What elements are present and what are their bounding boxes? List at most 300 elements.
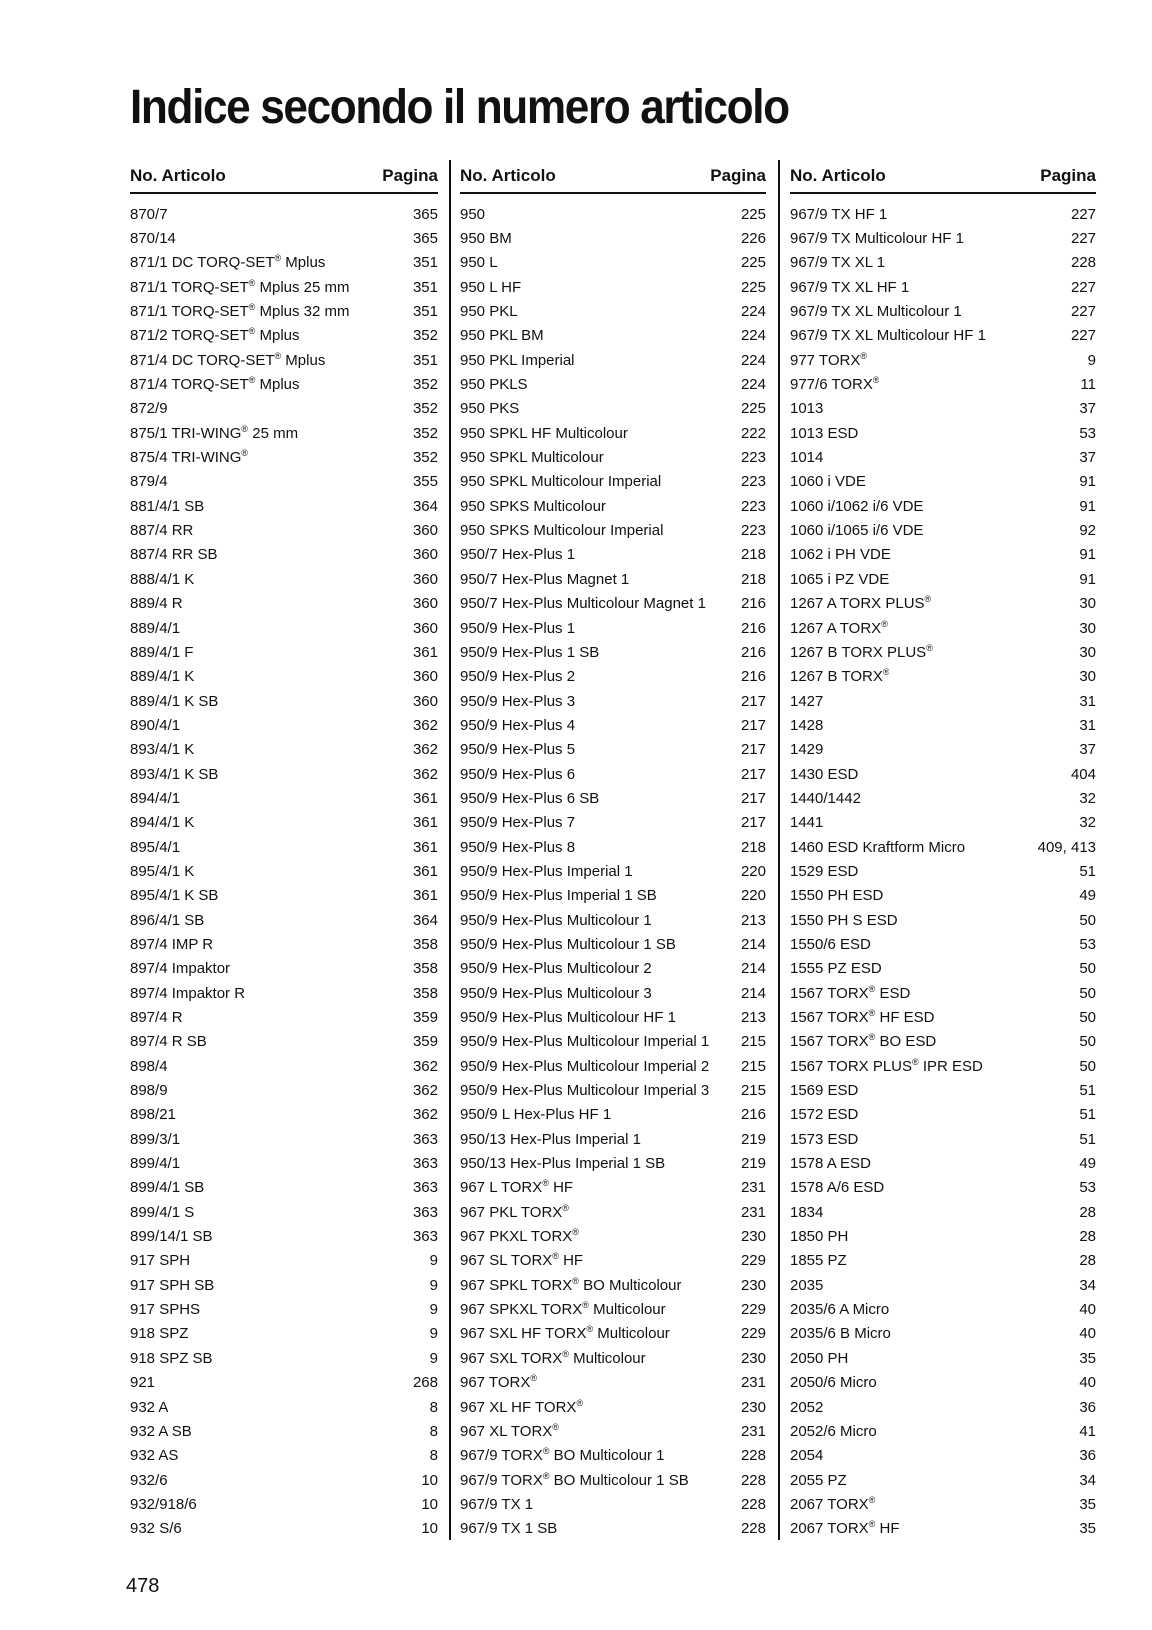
index-row bbox=[130, 616, 438, 640]
article-number: 921 bbox=[130, 1374, 156, 1392]
index-row bbox=[130, 226, 438, 250]
article-number: 950/9 Hex-Plus Imperial 1 bbox=[460, 862, 633, 880]
article-number: 917 SPH SB bbox=[130, 1276, 215, 1294]
index-row bbox=[130, 1322, 438, 1346]
page-ref: 10 bbox=[421, 1471, 438, 1489]
index-row bbox=[460, 226, 766, 250]
index-column-1 bbox=[130, 160, 438, 1541]
index-row bbox=[790, 1200, 1096, 1224]
index-row bbox=[460, 470, 766, 494]
index-row bbox=[460, 1444, 766, 1468]
index-row bbox=[460, 665, 766, 689]
article-number: 932 A bbox=[130, 1398, 169, 1416]
page-ref: 362 bbox=[412, 1082, 438, 1100]
page-ref: 365 bbox=[412, 230, 438, 248]
article-number: 967 XL TORX® bbox=[460, 1422, 559, 1440]
index-row bbox=[790, 981, 1096, 1005]
article-number: 950 PKS bbox=[460, 400, 520, 418]
article-number: 918 SPZ SB bbox=[130, 1349, 213, 1367]
page-ref: 216 bbox=[740, 619, 766, 637]
article-number: 967 SPKXL TORX® Multicolour bbox=[460, 1301, 666, 1319]
article-number: 917 SPHS bbox=[130, 1301, 201, 1319]
article-number: 897/4 R bbox=[130, 1009, 183, 1027]
index-row bbox=[130, 275, 438, 299]
article-number: 888/4/1 K bbox=[130, 570, 195, 588]
page-ref: 35 bbox=[1079, 1520, 1096, 1538]
article-number: 887/4 RR SB bbox=[130, 546, 218, 564]
article-number: 950/9 Hex-Plus Multicolour Imperial 3 bbox=[460, 1082, 710, 1100]
index-row bbox=[790, 518, 1096, 542]
article-number: 894/4/1 bbox=[130, 789, 181, 807]
index-row bbox=[130, 1103, 438, 1127]
index-row bbox=[790, 616, 1096, 640]
index-row bbox=[790, 372, 1096, 396]
page-ref: 50 bbox=[1079, 1009, 1096, 1027]
article-number: 967/9 TORX® BO Multicolour 1 bbox=[460, 1447, 665, 1465]
index-row bbox=[460, 202, 766, 226]
index-row bbox=[790, 1517, 1096, 1541]
index-row bbox=[460, 908, 766, 932]
article-number: 1430 ESD bbox=[790, 765, 859, 783]
page-ref: 360 bbox=[412, 619, 438, 637]
page-ref: 50 bbox=[1079, 1057, 1096, 1075]
index-row bbox=[460, 1176, 766, 1200]
article-number: 950 SPKL Multicolour Imperial bbox=[460, 473, 662, 491]
page-ref: 40 bbox=[1079, 1374, 1096, 1392]
article-number: 2052/6 Micro bbox=[790, 1422, 877, 1440]
index-row bbox=[790, 1346, 1096, 1370]
index-row bbox=[460, 811, 766, 835]
index-row bbox=[130, 738, 438, 762]
page-ref: 228 bbox=[1070, 254, 1096, 272]
page-ref: 35 bbox=[1079, 1349, 1096, 1367]
article-number: 1267 B TORX® bbox=[790, 668, 890, 686]
index-row bbox=[130, 1346, 438, 1370]
header-page: Pagina bbox=[382, 166, 438, 185]
page-ref: 360 bbox=[412, 595, 438, 613]
index-row bbox=[790, 908, 1096, 932]
page-ref: 364 bbox=[412, 497, 438, 515]
index-row bbox=[130, 884, 438, 908]
index-row bbox=[790, 494, 1096, 518]
index-row bbox=[460, 957, 766, 981]
page-ref: 361 bbox=[412, 643, 438, 661]
index-row bbox=[460, 1297, 766, 1321]
article-number: 897/4 IMP R bbox=[130, 935, 214, 953]
article-number: 1573 ESD bbox=[790, 1130, 859, 1148]
index-row bbox=[130, 1492, 438, 1516]
article-number: 967/9 TX Multicolour HF 1 bbox=[790, 230, 964, 248]
page-ref: 227 bbox=[1070, 327, 1096, 345]
article-number: 950 bbox=[460, 205, 486, 223]
index-row bbox=[790, 640, 1096, 664]
page-ref: 91 bbox=[1079, 546, 1096, 564]
article-number: 950/9 L Hex-Plus HF 1 bbox=[460, 1106, 612, 1124]
page-ref: 360 bbox=[412, 668, 438, 686]
index-row bbox=[460, 1151, 766, 1175]
index-row bbox=[130, 762, 438, 786]
page-ref: 10 bbox=[421, 1495, 438, 1513]
page-ref: 215 bbox=[740, 1082, 766, 1100]
page-ref: 363 bbox=[412, 1130, 438, 1148]
page-ref: 216 bbox=[740, 668, 766, 686]
page-ref: 9 bbox=[429, 1276, 438, 1294]
index-row bbox=[130, 1371, 438, 1395]
index-row bbox=[790, 1103, 1096, 1127]
page-ref: 352 bbox=[412, 424, 438, 442]
page-ref: 37 bbox=[1079, 449, 1096, 467]
article-number: 950 PKL BM bbox=[460, 327, 544, 345]
article-number: 2035 bbox=[790, 1276, 824, 1294]
page-ref: 217 bbox=[740, 765, 766, 783]
page-ref: 216 bbox=[740, 1106, 766, 1124]
page-ref: 9 bbox=[429, 1301, 438, 1319]
page-ref: 351 bbox=[412, 351, 438, 369]
page-ref: 92 bbox=[1079, 522, 1096, 540]
page-ref: 28 bbox=[1079, 1203, 1096, 1221]
page-ref: 37 bbox=[1079, 741, 1096, 759]
page-ref: 9 bbox=[429, 1325, 438, 1343]
page-ref: 228 bbox=[740, 1520, 766, 1538]
article-number: 950/9 Hex-Plus Multicolour Imperial 2 bbox=[460, 1057, 710, 1075]
article-number: 1834 bbox=[790, 1203, 824, 1221]
article-number: 950 PKLS bbox=[460, 376, 528, 394]
page-ref: 213 bbox=[740, 911, 766, 929]
page-ref: 218 bbox=[740, 838, 766, 856]
page-ref: 355 bbox=[412, 473, 438, 491]
page-ref: 217 bbox=[740, 789, 766, 807]
page-ref: 218 bbox=[740, 570, 766, 588]
index-row bbox=[790, 762, 1096, 786]
index-row bbox=[460, 1249, 766, 1273]
index-row bbox=[460, 640, 766, 664]
index-row bbox=[460, 1200, 766, 1224]
index-row bbox=[130, 689, 438, 713]
article-number: 872/9 bbox=[130, 400, 168, 418]
article-number: 950 L bbox=[460, 254, 498, 272]
article-number: 950/9 Hex-Plus 4 bbox=[460, 716, 576, 734]
index-row bbox=[130, 1078, 438, 1102]
index-row bbox=[460, 762, 766, 786]
page-ref: 409, 413 bbox=[1037, 838, 1096, 856]
page-ref: 362 bbox=[412, 1106, 438, 1124]
article-number: 896/4/1 SB bbox=[130, 911, 205, 929]
page-ref: 228 bbox=[740, 1495, 766, 1513]
page-ref: 50 bbox=[1079, 960, 1096, 978]
index-row bbox=[790, 1005, 1096, 1029]
header-page: Pagina bbox=[1040, 166, 1096, 185]
article-number: 897/4 Impaktor R bbox=[130, 984, 246, 1002]
article-number: 950/7 Hex-Plus Magnet 1 bbox=[460, 570, 630, 588]
article-number: 967/9 TX XL 1 bbox=[790, 254, 886, 272]
article-number: 932/6 bbox=[130, 1471, 168, 1489]
index-row bbox=[460, 1127, 766, 1151]
article-number: 1569 ESD bbox=[790, 1082, 859, 1100]
index-row bbox=[460, 1103, 766, 1127]
index-row bbox=[790, 1176, 1096, 1200]
article-number: 1572 ESD bbox=[790, 1106, 859, 1124]
page-title: Indice secondo il numero articolo bbox=[130, 81, 789, 134]
page-ref: 351 bbox=[412, 254, 438, 272]
article-number: 1065 i PZ VDE bbox=[790, 570, 890, 588]
index-row bbox=[790, 713, 1096, 737]
article-number: 950/9 Hex-Plus Multicolour 3 bbox=[460, 984, 652, 1002]
page-ref: 215 bbox=[740, 1033, 766, 1051]
page-ref: 31 bbox=[1079, 716, 1096, 734]
index-row bbox=[130, 786, 438, 810]
article-number: 1850 PH bbox=[790, 1228, 849, 1246]
page-ref: 224 bbox=[740, 351, 766, 369]
index-row bbox=[460, 1492, 766, 1516]
page-ref: 364 bbox=[412, 911, 438, 929]
page-ref: 49 bbox=[1079, 1155, 1096, 1173]
page-ref: 50 bbox=[1079, 911, 1096, 929]
article-number: 897/4 R SB bbox=[130, 1033, 207, 1051]
page-ref: 225 bbox=[740, 205, 766, 223]
article-number: 887/4 RR bbox=[130, 522, 194, 540]
index-row bbox=[460, 494, 766, 518]
page-ref: 214 bbox=[740, 935, 766, 953]
index-row bbox=[460, 299, 766, 323]
article-number: 889/4/1 F bbox=[130, 643, 194, 661]
index-row bbox=[790, 738, 1096, 762]
page-ref: 362 bbox=[412, 716, 438, 734]
page-ref: 360 bbox=[412, 692, 438, 710]
article-number: 890/4/1 bbox=[130, 716, 181, 734]
index-row bbox=[790, 1419, 1096, 1443]
page-ref: 40 bbox=[1079, 1301, 1096, 1319]
article-number: 1427 bbox=[790, 692, 824, 710]
article-number: 932 A SB bbox=[130, 1422, 192, 1440]
page-ref: 361 bbox=[412, 862, 438, 880]
article-number: 977/6 TORX® bbox=[790, 376, 880, 394]
article-number: 2067 TORX® bbox=[790, 1495, 876, 1513]
page-ref: 53 bbox=[1079, 424, 1096, 442]
article-number: 1429 bbox=[790, 741, 824, 759]
index-row bbox=[130, 518, 438, 542]
page-ref: 51 bbox=[1079, 1082, 1096, 1100]
page-ref: 361 bbox=[412, 789, 438, 807]
page-ref: 224 bbox=[740, 376, 766, 394]
article-number: 950/9 Hex-Plus Multicolour 1 SB bbox=[460, 935, 676, 953]
article-number: 967 PKXL TORX® bbox=[460, 1228, 579, 1246]
page-ref: 220 bbox=[740, 862, 766, 880]
article-number: 967/9 TX 1 bbox=[460, 1495, 534, 1513]
article-number: 967 TORX® bbox=[460, 1374, 537, 1392]
page-number: 478 bbox=[126, 1575, 160, 1597]
page-ref: 8 bbox=[429, 1447, 438, 1465]
page-ref: 223 bbox=[740, 473, 766, 491]
index-row bbox=[790, 835, 1096, 859]
index-row bbox=[790, 859, 1096, 883]
article-number: 1267 A TORX PLUS® bbox=[790, 595, 932, 613]
index-row bbox=[460, 421, 766, 445]
index-row bbox=[460, 859, 766, 883]
index-row bbox=[130, 494, 438, 518]
page-ref: 230 bbox=[740, 1276, 766, 1294]
index-row bbox=[130, 470, 438, 494]
index-row bbox=[460, 372, 766, 396]
page-ref: 41 bbox=[1079, 1422, 1096, 1440]
index-row bbox=[130, 1176, 438, 1200]
article-number: 977 TORX® bbox=[790, 351, 867, 369]
header-article: No. Articolo bbox=[130, 166, 226, 185]
article-number: 950 SPKL HF Multicolour bbox=[460, 424, 628, 442]
article-number: 1013 bbox=[790, 400, 824, 418]
index-row bbox=[790, 567, 1096, 591]
index-row bbox=[130, 713, 438, 737]
index-row bbox=[460, 324, 766, 348]
page-ref: 230 bbox=[740, 1228, 766, 1246]
article-number: 1529 ESD bbox=[790, 862, 859, 880]
index-row bbox=[130, 543, 438, 567]
index-row bbox=[790, 470, 1096, 494]
page-ref: 223 bbox=[740, 522, 766, 540]
page-ref: 91 bbox=[1079, 497, 1096, 515]
index-row bbox=[460, 1078, 766, 1102]
index-row bbox=[460, 1395, 766, 1419]
index-column-3 bbox=[790, 160, 1096, 1541]
page-ref: 365 bbox=[412, 205, 438, 223]
article-number: 967/9 TX 1 SB bbox=[460, 1520, 558, 1538]
column-divider bbox=[449, 160, 451, 1540]
index-row bbox=[460, 275, 766, 299]
article-number: 2035/6 B Micro bbox=[790, 1325, 891, 1343]
page-ref: 214 bbox=[740, 984, 766, 1002]
index-row bbox=[460, 1054, 766, 1078]
article-number: 967 L TORX® HF bbox=[460, 1179, 574, 1197]
article-number: 967/9 TX XL HF 1 bbox=[790, 278, 910, 296]
page-ref: 32 bbox=[1079, 789, 1096, 807]
article-number: 950/9 Hex-Plus Multicolour 2 bbox=[460, 960, 652, 978]
article-number: 1441 bbox=[790, 814, 824, 832]
index-row bbox=[460, 251, 766, 275]
index-row bbox=[130, 1200, 438, 1224]
page-ref: 362 bbox=[412, 741, 438, 759]
article-number: 895/4/1 K bbox=[130, 862, 195, 880]
article-number: 967/9 TX XL Multicolour HF 1 bbox=[790, 327, 986, 345]
index-row bbox=[790, 226, 1096, 250]
index-row bbox=[790, 397, 1096, 421]
page-ref: 53 bbox=[1079, 1179, 1096, 1197]
article-number: 899/3/1 bbox=[130, 1130, 181, 1148]
page-ref: 50 bbox=[1079, 984, 1096, 1002]
page-ref: 351 bbox=[412, 303, 438, 321]
page-ref: 214 bbox=[740, 960, 766, 978]
index-row bbox=[130, 665, 438, 689]
page-ref: 363 bbox=[412, 1155, 438, 1173]
article-number: 1014 bbox=[790, 449, 824, 467]
index-row bbox=[460, 397, 766, 421]
index-row bbox=[130, 251, 438, 275]
article-number: 1567 TORX® HF ESD bbox=[790, 1009, 935, 1027]
article-number: 2067 TORX® HF bbox=[790, 1520, 900, 1538]
index-row bbox=[130, 1151, 438, 1175]
page-ref: 268 bbox=[412, 1374, 438, 1392]
index-row bbox=[460, 689, 766, 713]
index-row bbox=[130, 908, 438, 932]
index-row bbox=[130, 567, 438, 591]
index-row bbox=[790, 1078, 1096, 1102]
page-ref: 230 bbox=[740, 1398, 766, 1416]
page-ref: 50 bbox=[1079, 1033, 1096, 1051]
article-number: 897/4 Impaktor bbox=[130, 960, 231, 978]
index-row bbox=[460, 884, 766, 908]
page-ref: 227 bbox=[1070, 303, 1096, 321]
page-ref: 53 bbox=[1079, 935, 1096, 953]
article-number: 881/4/1 SB bbox=[130, 497, 205, 515]
page-ref: 9 bbox=[429, 1252, 438, 1270]
index-row bbox=[460, 518, 766, 542]
index-row bbox=[790, 932, 1096, 956]
article-number: 1062 i PH VDE bbox=[790, 546, 891, 564]
index-rows bbox=[460, 194, 766, 1541]
page-ref: 217 bbox=[740, 716, 766, 734]
article-number: 917 SPH bbox=[130, 1252, 191, 1270]
index-row bbox=[790, 1273, 1096, 1297]
index-row bbox=[790, 202, 1096, 226]
article-number: 967/9 TORX® BO Multicolour 1 SB bbox=[460, 1471, 689, 1489]
page-ref: 229 bbox=[740, 1325, 766, 1343]
header-page: Pagina bbox=[710, 166, 766, 185]
article-number: 950/13 Hex-Plus Imperial 1 bbox=[460, 1130, 641, 1148]
index-row bbox=[130, 324, 438, 348]
page-ref: 30 bbox=[1079, 668, 1096, 686]
article-number: 2050 PH bbox=[790, 1349, 849, 1367]
article-number: 899/4/1 bbox=[130, 1155, 181, 1173]
page-ref: 360 bbox=[412, 522, 438, 540]
page-ref: 40 bbox=[1079, 1325, 1096, 1343]
index-row bbox=[130, 397, 438, 421]
page-ref: 219 bbox=[740, 1130, 766, 1148]
index-rows bbox=[130, 194, 438, 1541]
page-ref: 28 bbox=[1079, 1252, 1096, 1270]
article-number: 870/7 bbox=[130, 205, 168, 223]
article-number: 1550/6 ESD bbox=[790, 935, 871, 953]
index-row bbox=[130, 835, 438, 859]
header-article: No. Articolo bbox=[460, 166, 556, 185]
article-number: 871/4 TORQ-SET® Mplus bbox=[130, 376, 300, 394]
page-ref: 224 bbox=[740, 303, 766, 321]
article-number: 1440/1442 bbox=[790, 789, 861, 807]
article-number: 967 XL HF TORX® bbox=[460, 1398, 584, 1416]
article-number: 871/1 TORQ-SET® Mplus 32 mm bbox=[130, 303, 350, 321]
page-ref: 213 bbox=[740, 1009, 766, 1027]
article-number: 894/4/1 K bbox=[130, 814, 195, 832]
index-row bbox=[790, 324, 1096, 348]
index-row bbox=[130, 299, 438, 323]
index-row bbox=[790, 665, 1096, 689]
page-ref: 362 bbox=[412, 765, 438, 783]
page-ref: 8 bbox=[429, 1398, 438, 1416]
page-ref: 10 bbox=[421, 1520, 438, 1538]
index-row bbox=[460, 445, 766, 469]
page-ref: 352 bbox=[412, 376, 438, 394]
page-ref: 217 bbox=[740, 814, 766, 832]
page-ref: 32 bbox=[1079, 814, 1096, 832]
page-ref: 363 bbox=[412, 1179, 438, 1197]
page-ref: 9 bbox=[1087, 351, 1096, 369]
page-ref: 352 bbox=[412, 327, 438, 345]
index-row bbox=[130, 640, 438, 664]
article-number: 967 SXL HF TORX® Multicolour bbox=[460, 1325, 670, 1343]
page-ref: 359 bbox=[412, 1033, 438, 1051]
article-number: 871/1 TORQ-SET® Mplus 25 mm bbox=[130, 278, 350, 296]
index-row bbox=[460, 1273, 766, 1297]
page-ref: 362 bbox=[412, 1057, 438, 1075]
page-ref: 227 bbox=[1070, 230, 1096, 248]
article-number: 932/918/6 bbox=[130, 1495, 197, 1513]
